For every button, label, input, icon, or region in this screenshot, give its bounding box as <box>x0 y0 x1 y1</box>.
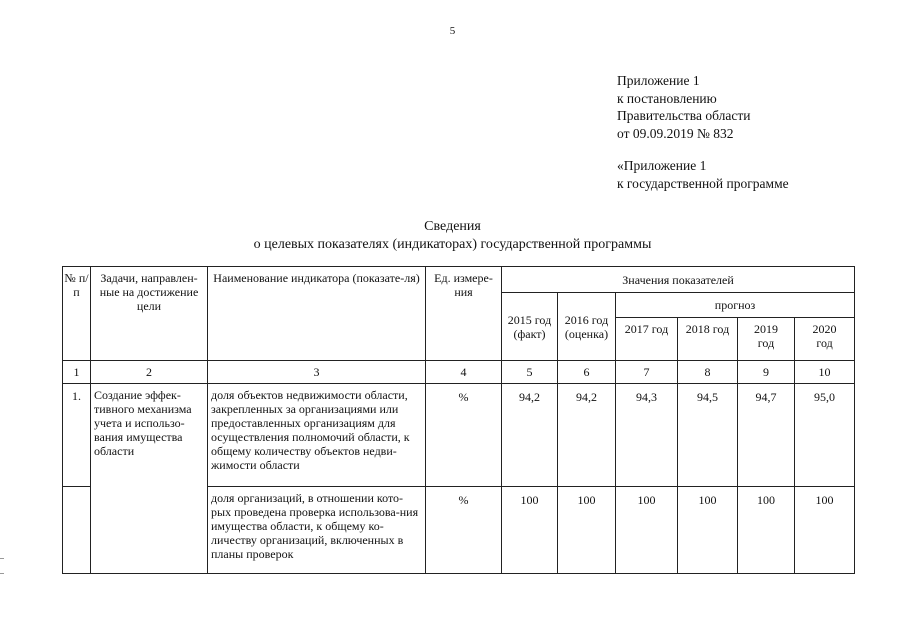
column-number: 10 <box>795 361 855 384</box>
document-title <box>0 218 905 254</box>
column-number: 5 <box>502 361 558 384</box>
unit-cell: % <box>426 384 502 487</box>
column-number: 7 <box>616 361 678 384</box>
appendix-line: Правительства области <box>617 108 751 123</box>
header-forecast: прогноз <box>616 293 855 318</box>
column-number: 1 <box>63 361 91 384</box>
column-number: 6 <box>558 361 616 384</box>
header-unit: Ед. измере-ния <box>426 267 502 361</box>
column-number: 4 <box>426 361 502 384</box>
unit-cell: % <box>426 487 502 574</box>
column-number: 8 <box>678 361 738 384</box>
value-cell: 100 <box>616 487 678 574</box>
indicator-cell: доля объектов недвижимости области, закрепленных за организациями или предоставленных организациям для осуществления полномочий области, к общему количеству объектов недви-жимости области <box>208 384 426 487</box>
indicators-table <box>62 266 855 574</box>
value-cell: 100 <box>558 487 616 574</box>
header-values: Значения показателей <box>502 267 855 293</box>
indicator-cell: доля организаций, в отношении кото-рых проведена проверка использова-ния имущества области, к общему ко-личеству организаций, включенных в планы проверок <box>208 487 426 574</box>
appendix-line: к постановлению <box>617 90 717 106</box>
table-row <box>63 384 855 487</box>
task-cell: Создание эффек-тивного механизма учета и использо-вания имущества области <box>91 384 208 574</box>
column-number: 2 <box>91 361 208 384</box>
value-cell: 100 <box>738 487 795 574</box>
appendix-block <box>617 72 789 192</box>
header-num: № п/п <box>63 267 91 361</box>
appendix-line: к государственной программе <box>617 175 789 191</box>
appendix-line: от 09.09.2019 № 832 <box>617 125 734 141</box>
header-2016: 2016 год (оценка) <box>558 293 616 361</box>
column-number: 3 <box>208 361 426 384</box>
row-number: 1. <box>63 384 91 487</box>
value-cell: 94,2 <box>558 384 616 487</box>
header-indicator: Наименование индикатора (показате-ля) <box>208 267 426 361</box>
page-number: 5 <box>449 25 456 37</box>
header-2017: 2017 год <box>616 318 678 361</box>
value-cell: 100 <box>795 487 855 574</box>
value-cell: 100 <box>678 487 738 574</box>
header-2018: 2018 год <box>678 318 738 361</box>
appendix-line: «Приложение 1 <box>617 158 707 173</box>
header-tasks: Задачи, направлен-ные на достижение цели <box>91 267 208 361</box>
edge-mark <box>0 573 4 574</box>
value-cell: 94,7 <box>738 384 795 487</box>
column-number: 9 <box>738 361 795 384</box>
header-2015: 2015 год (факт) <box>502 293 558 361</box>
value-cell: 94,2 <box>502 384 558 487</box>
value-cell: 94,5 <box>678 384 738 487</box>
appendix-line: Приложение 1 <box>617 73 700 88</box>
value-cell: 95,0 <box>795 384 855 487</box>
value-cell: 94,3 <box>616 384 678 487</box>
value-cell: 100 <box>502 487 558 574</box>
title-line-1: Сведения <box>424 219 481 234</box>
header-2019: 2019 год <box>738 318 795 361</box>
row-number-empty <box>63 487 91 574</box>
edge-mark <box>0 558 4 559</box>
title-line-2: о целевых показателях (индикаторах) государственной программы <box>253 237 652 252</box>
header-2020: 2020 год <box>795 318 855 361</box>
